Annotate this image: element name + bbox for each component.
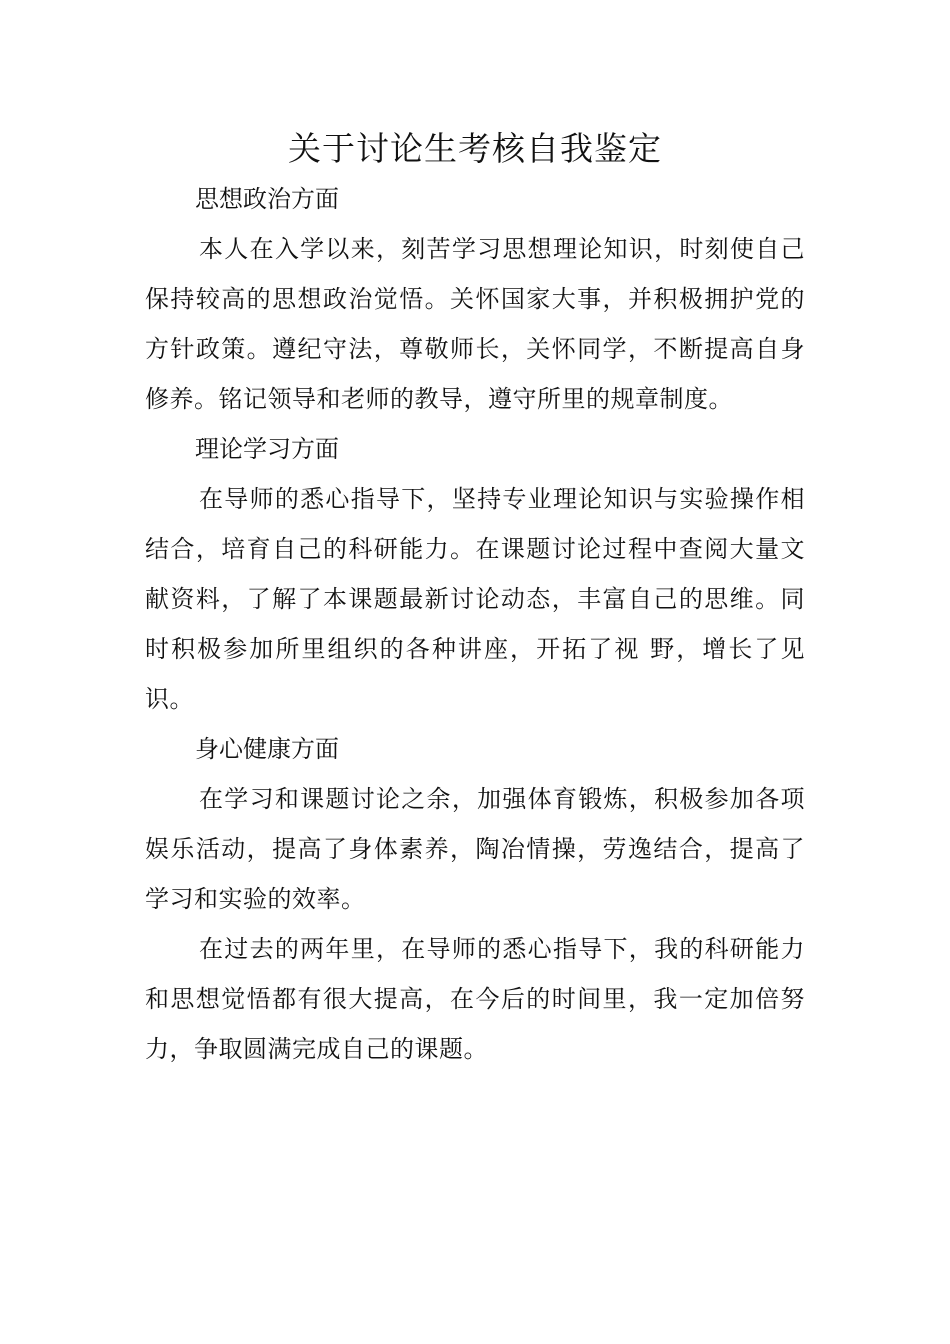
section-paragraph-health: 在学习和课题讨论之余，加强体育锻炼，积极参加各项娱乐活动，提高了身体素养，陶冶情操，劳逸结合，提高了学习和实验的效率。	[145, 785, 805, 913]
document-title: 关于讨论生考核自我鉴定	[288, 129, 662, 168]
document-body	[145, 174, 805, 1074]
closing-paragraph: 在过去的两年里，在导师的悉心指导下，我的科研能力和思想觉悟都有很大提高，在今后的时间里，我一定加倍努力，争取圆满完成自己的课题。	[145, 935, 805, 1063]
section-heading-health: 身心健康方面	[195, 735, 339, 763]
section-heading-ideology: 思想政治方面	[195, 185, 339, 213]
section-paragraph-ideology: 本人在入学以来，刻苦学习思想理论知识，时刻使自己保持较高的思想政治觉悟。关怀国家大事，并积极拥护党的方针政策。遵纪守法，尊敬师长，关怀同学，不断提高自身修养。铭记领导和老师的教导，遵守所里的规章制度。	[145, 235, 805, 413]
section-paragraph-theory: 在导师的悉心指导下，坚持专业理论知识与实验操作相结合，培育自己的科研能力。在课题讨论过程中查阅大量文献资料，了解了本课题最新讨论动态，丰富自己的思维。同时积极参加所里组织的各种讲座，开拓了视 野，增长了见识。	[145, 485, 805, 713]
section-heading-theory: 理论学习方面	[195, 435, 339, 463]
